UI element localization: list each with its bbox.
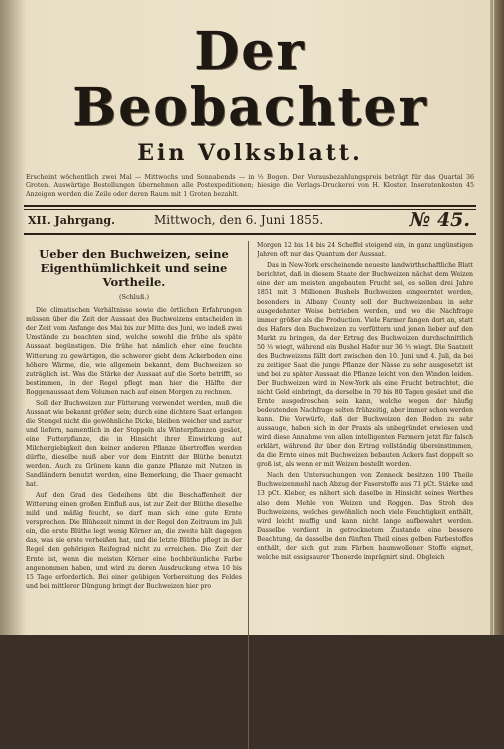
dateline-rule (24, 209, 476, 210)
column-divider (248, 241, 249, 749)
masthead-title: Der Beobachter (72, 21, 428, 138)
paragraph: Morgen 12 bis 14 bis 24 Scheffel steigend ein, in ganz ungünstigen Jahren oft nur das Quantum der Aussaat. (257, 242, 473, 259)
left-column (26, 241, 242, 749)
paragraph: Die climatischen Verhältnisse sowie die örtlichen Erfahrungen müssen über die Zeit der Aussaat des Buchweizens entscheiden in der Zeit vom Anfange des Mai bis zur Mitte des Juni, wo indeß zwei Umstände zu beachten sind, welche sowohl die frühe als späte Aussaat begünstigen. Die frühe hat nämlich eher eine feuchte Witterung zu gewärtigen, die schwerer giebt dem Ackerboden eine höhere Wärme, die, wie allgemein bekannt, dem Buchweizen so zuträglich ist. Was die Stärke der Aussaat auf die Sorte betrifft, so bestimmen, in der Regel pflegt man hier die Hälfte der Roggenaussaat dem Volumen nach auf einen Morgen zu rechnen. (26, 307, 242, 396)
paragraph: Soll der Buchweizen zur Fütterung verwendet werden, muß die Aussaat wie bekannt größer sein; durch eine dichtere Saat erlangen die Stengel nicht die gewöhnliche Dicke, bleiben weicher und zarter und liefern, namentlich in der Stoppeln als Winterpflanzen gesäet, eine Futterpflanze, die in Hinsicht ihrer Einwirkung auf Milchergiebigkeit den keiner anderen Pflanze übertroffen werden dürfte, dieselbe muß aber vor dem Eintritt der Blüthe benutzt werden. Auch zu Grünem kann die ganze Pflanze mit Nutzen in Sandländern benutzt werden, eine Bemerkung, die Thaer gemacht hat. (26, 399, 242, 489)
masthead-subtitle: Ein Volksblatt. (137, 140, 363, 166)
article-heading: Ueber den Buchweizen, seine Eigenthümlichkeit und seine Vortheile. (39, 247, 229, 290)
publication-notice: Erscheint wöchentlich zwei Mal — Mittwochs und Sonnabends — in ½ Bogen. Der Vorausbezahlungspreis beträgt für das Quartal 36 Groten. Auswärtige Bestellungen übernehmen alle Postexpeditionen; hiesige die Verlags-Druckerei von H. Kloster. Inseratenkosten 45 Anzeigen werden die Zeile oder deren Raum mit 1 Groten bezahlt. (26, 174, 474, 198)
page-edge (490, 0, 504, 635)
paragraph: Das in New-York erscheinende neueste landwirthschaftliche Blatt berichtet, daß in diesem Staate der Buchweizen nächst dem Weizen eine der am meisten angebauten Frucht sei, es sollen drei Jahre 1851 mit 3 Millionen Bushels Buchweizen eingeerntet werden, besonders in Albany County soll der Buchweizenbau in sehr ausgedehnter Weise betrieben werden, und wo die Nachfrage immer größer als die Production. Viele Farmer fangen dort an, statt des Hafers den Buchweizen zu verfüttern und jenen lieber auf den Markt zu bringen, da der Ertrag des Buchweizen durchschnittlich 50 ⅓ wiegt, während ein Bushel Hafer nur 36 ⅓ wiegt. Die Saatzeit des Buchweizens fällt dort zwischen den 10. Juni und 4. Juli, da bei zu zeitiger Saat die junge Pflanze der Nässe zu sehr ausgesetzt ist und bei zu später Aussaat die Pflanze leicht von den Winden leiden. Der Buchweizen wird in New-York als eine Frucht betrachtet, die nicht Geld einbringt, da derselbe in 70 bis 80 Tagen gesäet und die Ernte ausgedroschen sein kann, welche wegen der häufig bedeutenden Nachfrage selten frühzeitig, aber immer schon werden kann. Die Vorwürfe, daß der Buchweizen den Boden zu sehr aussauge, haben sich in der Praxis als unbegründet erwiesen und wird diese Annahme von allen intelligenten Farmern jetzt für falsch erklärt, während ihr über den Ertrag vollständig übereinstimmen, da die Ernte eines mit Buchweizen bebauten Ackers fast doppelt so groß ist, als wenn er mit Weizen bestellt worden. (257, 262, 473, 469)
issue-date: Mittwoch, den 6. Juni 1855. (154, 213, 324, 228)
volume-year: XII. Jahrgang. (28, 214, 115, 228)
right-column (257, 241, 473, 749)
paragraph: Nach den Untersuchungen von Zenneck besitzen 100 Theile Buchweizenmehl nach Abzug der Faserstoffe aus 71 pCt. Stärke und 13 pCt. Kleber, es nähert sich daselbe in Hinsicht seines Werthes also dem Mehle von Weizen und Roggen. Das Stroh des Buchweizens, welches gewöhnlich noch viele Feuchtigkeit enthält, wird leicht muffig und kann nicht lange aufbewahrt werden. Dasselbe verdient in getrocknetem Zustande eine bessere Beachtung, da dasselbe den fünften Theil eines gelben Farbestoffes enthält, der sich gut zum Färben baumwollener Stoffe eignet, welche mit essigsaurer Thonerde imprägnirt sind. Obgleich (257, 472, 473, 561)
newspaper-page (24, 10, 476, 628)
continuation-note: (Schluß.) (118, 293, 150, 302)
spine-shadow (0, 0, 26, 635)
paragraph: Auf den Grad des Gedeihens übt die Beschaffenheit der Witterung einen großen Einfluß aus, ist zur Zeit der Blüthe dieselbe mild und mäßig feucht, so darf man sich eine gute Ernte versprechen. Die Blühezeit nimmt in der Regel den Zeitraum im Juli ein, die erste Blüthe legt wenig Körner an, die zweite hält dagegen das, was sie erste verheißen hat, und die letzte Blüthe pflegt in der Regel den gehörigen Reifegrad nicht zu erreichen. Die Zeit der Ernte ist, wenn die meisten Körner eine hochbräunliche Farbe angenommen haben, und wird zu deren Ausdruckung etwa 10 bis 15 Tage erforderlich. Bei einer geübigen Vorbereitung des Feldes und bei mittlerer Düngung bringt der Buchweizen hier pro (26, 492, 242, 590)
issue-number: № 45. (409, 209, 470, 232)
article-columns (24, 241, 476, 749)
dateline (24, 205, 476, 235)
